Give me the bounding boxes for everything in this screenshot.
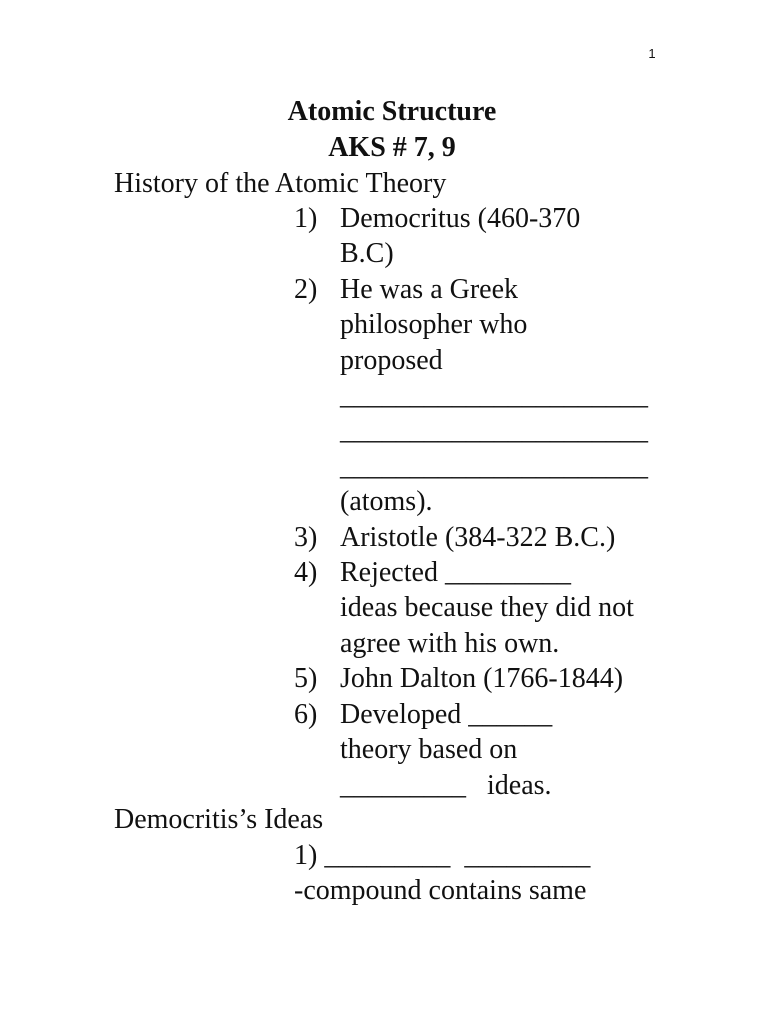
blank-line: ______________________ bbox=[340, 450, 648, 482]
list-number: 5) bbox=[294, 663, 318, 695]
history-list bbox=[294, 201, 664, 803]
list-item bbox=[294, 201, 664, 272]
list-item-text: Aristotle (384-322 B.C.) bbox=[340, 521, 616, 553]
democritus-idea-line-1: 1) _________ _________ bbox=[294, 840, 591, 871]
list-item bbox=[294, 697, 664, 803]
section-heading-democritus-ideas: Democritis’s Ideas bbox=[114, 804, 324, 835]
list-number: 1) bbox=[294, 203, 318, 234]
blank-line: ______________________ bbox=[340, 415, 648, 447]
democritus-idea-line-2: -compound contains same bbox=[294, 875, 587, 906]
list-item-text: Democritus (460-370 B.C) bbox=[340, 203, 581, 270]
section-heading-history: History of the Atomic Theory bbox=[114, 168, 447, 199]
list-item bbox=[294, 555, 664, 661]
list-item bbox=[294, 661, 664, 696]
page-number: 1 bbox=[648, 46, 656, 61]
list-item-text: Rejected _________ ideas because they did not agree with his own. bbox=[340, 557, 634, 659]
blank-line: ______________________ bbox=[340, 380, 648, 412]
list-item-text: He was a Greek philosopher who proposed ______________________ ______________________ ______________________ (atoms). bbox=[340, 272, 664, 520]
list-number: 3) bbox=[294, 521, 318, 553]
list-item-text: John Dalton (1766-1844) bbox=[340, 663, 624, 695]
page-title: Atomic Structure bbox=[287, 96, 497, 127]
list-item bbox=[294, 520, 664, 555]
list-item bbox=[294, 272, 664, 520]
list-number: 4) bbox=[294, 557, 318, 589]
list-item-text: Developed ______ theory based on _________ ideas. bbox=[340, 698, 553, 801]
page-subtitle: AKS # 7, 9 bbox=[328, 132, 456, 163]
list-number: 6) bbox=[294, 698, 318, 730]
list-number: 2) bbox=[294, 273, 318, 305]
